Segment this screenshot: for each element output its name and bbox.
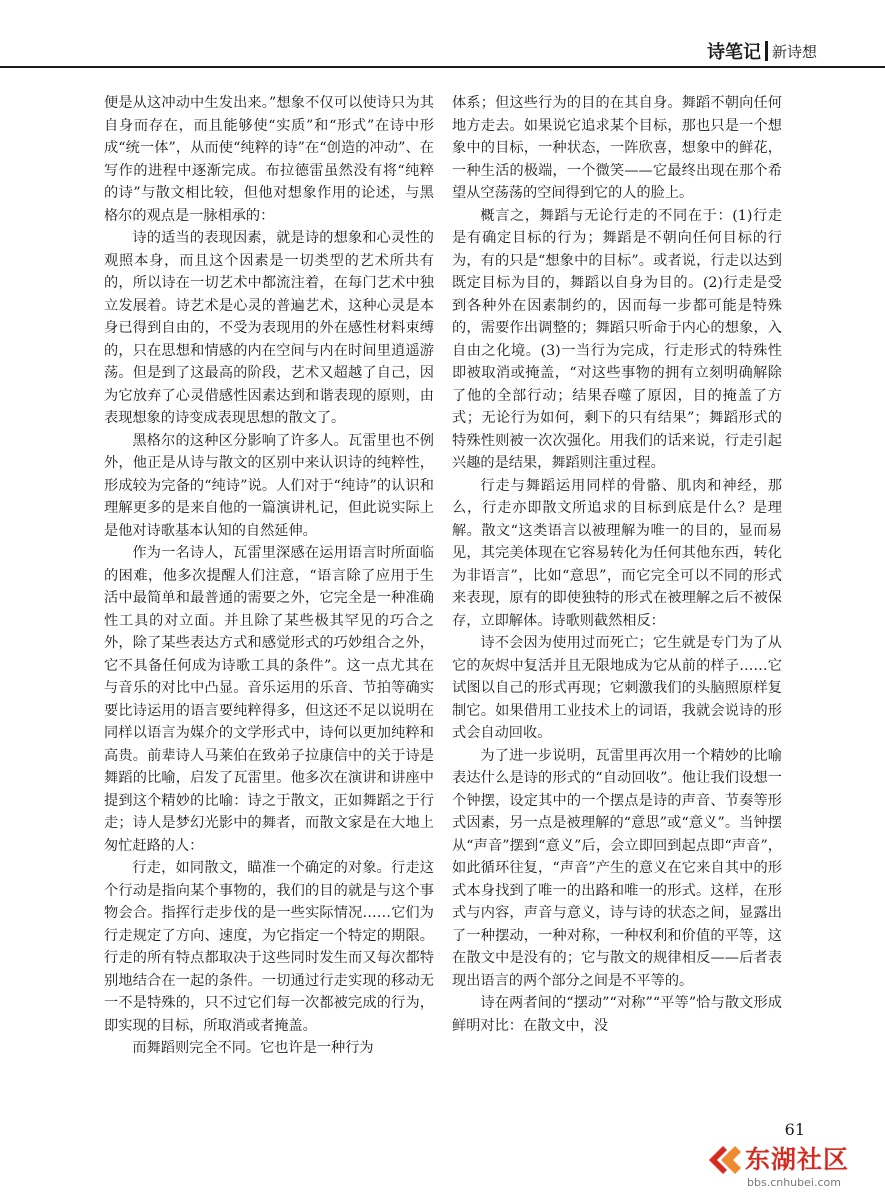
paragraph: 为了进一步说明，瓦雷里再次用一个精妙的比喻表达什么是诗的形式的“自动回收”。他让我们设想一个钟摆，设定其中的一个摆点是诗的声音、节奏等形式因素，另一点是被理解的“意思”或“意义”。当钟摆从“声音”摆到“意义”后，会立即回到起点即“声音”，如此循环往复，“声音”产生的意义在它来自其中的形式本身找到了唯一的出路和唯一的形式。这样，在形式与内容，声音与意义，诗与诗的状态之间，显露出了一种摆动，一种对称，一种权利和价值的平等，这在散文中是没有的；它与散文的规律相反——后者表现出语言的两个部分之间是不平等的。 [452, 747, 782, 989]
site-watermark [705, 1140, 875, 1195]
paragraph: 概言之，舞蹈与无论行走的不同在于：(1)行走是有确定目标的行为；舞蹈是不朝向任何目标的行为，有的只是“想象中的目标”。或者说，行走以达到既定目标为目的，舞蹈以自身为目的。(2)行走是受到各种外在因素制约的，因而每一步都可能是特殊的，需要作出调整的；舞蹈只听命于内心的想象，入自由之化境。(3)一当行为完成，行走形式的特殊性即被取消或掩盖，“对这些事物的拥有立刻明确解除了他的全部行动；结果吞噬了原因，目的掩盖了方式；无论行为如何，剩下的只有结果”；舞蹈形式的特殊性则被一次次强化。用我们的话来说，行走引起兴趣的是结果，舞蹈则注重过程。 [452, 207, 782, 471]
watermark-logo-icon [705, 1140, 745, 1180]
quote-paragraph: 行走，如同散文，瞄准一个确定的对象。行走这个行动是指向某个事物的，我们的目的就是与这个事物会合。指挥行走步伐的是一些实际情况……它们为行走规定了方向、速度，为它指定一个特定的期限。行走的所有特点都取决于这些同时发生而又每次都特别地结合在一起的条件。一切通过行走实现的移动无一不是特殊的，只不过它们每一次都被完成的行为，即实现的目标，所取消或者掩盖。 [104, 860, 434, 1034]
paragraph: 而舞蹈则完全不同。它也许是一种行为 [132, 1040, 374, 1056]
header-divider [765, 41, 768, 61]
watermark-url: bbs.cnhubei.com [747, 1176, 841, 1189]
left-column [104, 92, 434, 1102]
column-title: 新诗想 [771, 42, 817, 61]
header-rule [0, 66, 885, 68]
quote-paragraph: 诗的适当的表现因素，就是诗的想象和心灵性的观照本身，而且这个因素是一切类型的艺术所共有的，所以诗在一切艺术中都流注着，在每门艺术中独立发展着。诗艺术是心灵的普遍艺术，这种心灵是本身已得到自由的，不受为表现用的外在感性材料束缚的，只在思想和情感的内在空间与内在时间里逍遥游荡。但是到了这最高的阶段，艺术又超越了自己，因为它放弃了心灵借感性因素达到和谐表现的原则，由表现想象的诗变成表现思想的散文了。 [104, 230, 434, 426]
paragraph: 行走与舞蹈运用同样的骨骼、肌肉和神经，那么，行走亦即散文所追求的目标到底是什么？是理解。散文“这类语言以被理解为唯一的目的，显而易见，其完美体现在它容易转化为任何其他东西，转化为非语言”，比如“意思”，而它完全可以不同的形式来表现，原有的即使独特的形式在被理解之后不被保存，立即解体。诗歌则截然相反： [452, 477, 782, 629]
paragraph: 便是从这冲动中生发出来。”想象不仅可以使诗只为其自身而存在，而且能够使“实质”和“形式”在诗中形成“统一体”，从而使“纯粹的诗”在“创造的冲动”、在写作的进程中逐渐完成。布拉德雷虽然没有将“纯粹的诗”与散文相比较，但他对想象作用的论述，与黑格尔的观点是一脉相承的： [104, 95, 434, 224]
quote-paragraph: 诗不会因为使用过而死亡；它生就是专门为了从它的灰烬中复活并且无限地成为它从前的样子……它试图以自己的形式再现；它刺激我们的头脑照原样复制它。如果借用工业技术上的词语，我就会说诗的形式会自动回收。 [452, 635, 782, 741]
paragraph: 体系；但这些行为的目的在其自身。舞蹈不朝向任何地方走去。如果说它追求某个目标，那也只是一个想象中的目标，一种状态，一阵欣喜，想象中的鲜花，一种生活的极端，一个微笑——它最终出现在那个希望从空荡荡的空间得到它的人的脸上。 [452, 95, 782, 201]
section-title: 诗笔记 [706, 42, 761, 63]
running-header [707, 38, 817, 64]
paragraph: 作为一名诗人，瓦雷里深感在运用语言时所面临的困难，他多次提醒人们注意，“语言除了应用于生活中最简单和最普通的需要之外，它完全是一种准确性工具的对立面。并且除了某些极其罕见的巧合之外，除了某些表达方式和感觉形式的巧妙组合之外，它不具备任何成为诗歌工具的条件”。这一点尤其在与音乐的对比中凸显。音乐运用的乐音、节拍等确实要比诗运用的语言要纯粹得多，但这还不足以说明在同样以语言为媒介的文学形式中，诗何以更加纯粹和高贵。前辈诗人马莱伯在致弟子拉康信中的关于诗是舞蹈的比喻，启发了瓦雷里。他多次在演讲和讲座中提到这个精妙的比喻：诗之于散文，正如舞蹈之于行走；诗人是梦幻光影中的舞者，而散文家是在大地上匆忙赶路的人： [104, 545, 434, 854]
paragraph: 黑格尔的这种区分影响了许多人。瓦雷里也不例外，他正是从诗与散文的区别中来认识诗的纯粹性，形成较为完备的“纯诗”说。人们对于“纯诗”的认识和理解更多的是来自他的一篇演讲札记，但此说实际上是他对诗歌基本认知的自然延伸。 [104, 432, 434, 539]
right-column [452, 92, 782, 1102]
paragraph: 诗在两者间的“摆动”“对称”“平等”恰与散文形成鲜明对比：在散文中，没 [452, 995, 782, 1034]
page-number: 61 [784, 1120, 805, 1139]
watermark-name: 东湖社区 [745, 1145, 850, 1174]
